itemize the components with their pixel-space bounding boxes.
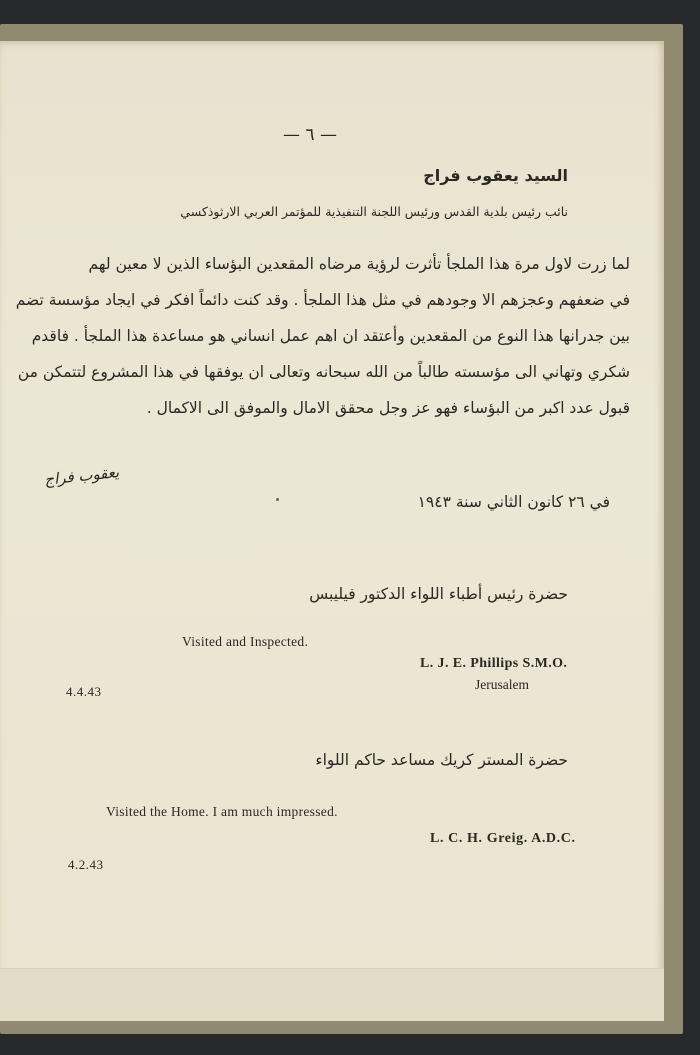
visit-remark: Visited and Inspected. [182, 634, 309, 649]
paragraph-line: بين جدرانها هذا النوع من المقعدين وأعتقد ان اهم عمل انساني هو مساعدة هذا الملجأ . فاقدم [31, 327, 630, 345]
page-number: — ٦ — [283, 125, 337, 145]
author-name: السيد يعقوب فراج [423, 166, 568, 185]
signer-place: Jerusalem [475, 677, 529, 692]
visit-date: 4.4.43 [66, 684, 102, 699]
paragraph-line: قبول عدد اكبر من البؤساء فهو عز وجل محقق الامال والموفق الى الاكمال . [146, 399, 630, 417]
book-page [0, 41, 664, 1021]
paragraph-line: في ضعفهم وعجزهم الا وجودهم في مثل هذا الملجأ . وقد كنت دائماً افكر في ايجاد مؤسسة تضم [15, 291, 630, 309]
addressee-heading: حضرة المستر كريك مساعد حاكم اللواء [315, 751, 568, 769]
visit-remark: Visited the Home. I am much impressed. [106, 804, 338, 819]
signer-name: L. J. E. Phillips S.M.O. [420, 656, 568, 671]
addressee-heading: حضرة رئيس أطباء اللواء الدكتور فيليبس [309, 585, 568, 603]
paragraph-line: شكري وتهاني الى مؤسسته طالباً من الله سبحانه وتعالى ان يوفقها في هذا المشروع لتتمكن من [17, 363, 630, 381]
letter-date: في ٢٦ كانون الثاني سنة ١٩٤٣ [417, 493, 610, 511]
ink-dot [276, 498, 279, 501]
paragraph-line: لما زرت لاول مرة هذا الملجأ تأثرت لرؤية مرضاه المقعدين البؤساء الذين لا معين لهم [88, 255, 630, 273]
page-bottom-edge [0, 968, 664, 1021]
author-title: نائب رئيس بلدية القدس ورئيس اللجنة التنفيذية للمؤتمر العربي الارثوذكسي [180, 204, 568, 219]
signer-name: L. C. H. Greig. A.D.C. [430, 831, 576, 846]
handwritten-signature: يعقوب فراج [43, 463, 120, 489]
visit-date: 4.2.43 [68, 857, 104, 872]
